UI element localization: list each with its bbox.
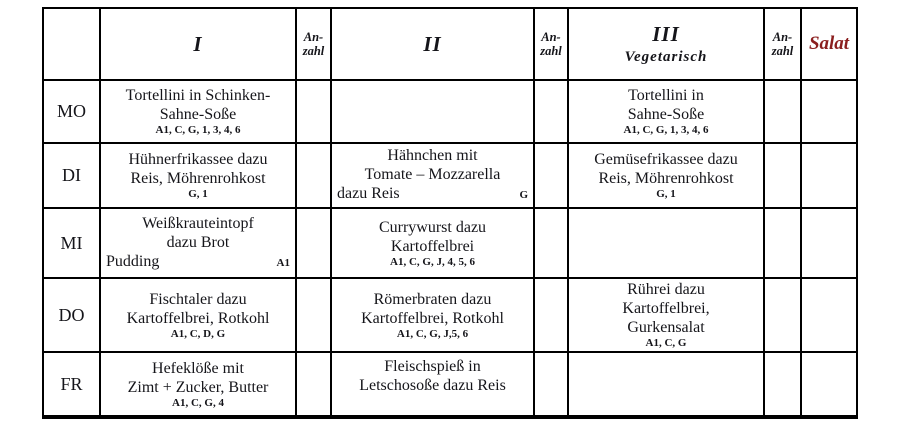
meal-line: Tomate – Mozzarella <box>364 166 501 183</box>
anzahl-cell <box>534 278 568 352</box>
allergen-line: A1, C, G <box>645 337 687 349</box>
meal-line <box>335 184 530 205</box>
meal-cell <box>331 208 534 278</box>
meal-line: dazu Brot <box>166 233 230 251</box>
column-header-menu-2 <box>331 8 534 80</box>
meal-line: Rührei dazu <box>627 281 705 298</box>
meal-line: Zimt + Zucker, Butter <box>127 378 269 396</box>
meal-line: Tortellini in Schinken- <box>125 87 271 104</box>
allergen-line: G, 1 <box>656 188 676 200</box>
menu-2-label: II <box>423 31 442 56</box>
meal-line: Gemüsefrikassee dazu <box>594 151 738 168</box>
meal-cell <box>568 80 764 143</box>
table-row <box>43 352 857 417</box>
meal-cell <box>100 80 296 143</box>
anzahl-cell <box>534 80 568 143</box>
table-row <box>43 80 857 143</box>
weekly-menu-table <box>42 7 858 419</box>
meal-line: Fleischspieß in <box>384 358 481 375</box>
day-column-header <box>43 8 100 80</box>
anzahl-label-line2: zahl <box>771 44 794 58</box>
meal-line: Hähnchen mit <box>387 147 478 164</box>
meal-line: Gurkensalat <box>627 319 705 336</box>
salat-cell <box>801 143 857 208</box>
day-label: MI <box>43 208 100 278</box>
anzahl-cell <box>296 278 331 352</box>
salat-cell <box>801 352 857 417</box>
anzahl-cell <box>764 278 801 352</box>
meal-cell <box>568 208 764 278</box>
anzahl-cell <box>534 143 568 208</box>
allergen-line: A1, C, D, G <box>170 327 226 340</box>
allergen-code: G <box>519 189 528 201</box>
meal-cell <box>568 278 764 352</box>
table-row <box>43 278 857 352</box>
meal-cell <box>100 352 296 417</box>
meal-line: Reis, Möhrenrohkost <box>598 170 734 187</box>
column-header-anzahl-2 <box>534 8 568 80</box>
meal-cell <box>568 143 764 208</box>
anzahl-label-line1: An- <box>772 29 793 44</box>
allergen-line: A1, C, G, J, 4, 5, 6 <box>390 255 475 268</box>
meal-cell <box>331 352 534 417</box>
meal-cell <box>100 208 296 278</box>
column-header-anzahl-1 <box>296 8 331 80</box>
table-row <box>43 208 857 278</box>
anzahl-cell <box>764 80 801 143</box>
meal-cell <box>331 278 534 352</box>
anzahl-label-line1: An- <box>541 29 561 44</box>
anzahl-cell <box>296 208 331 278</box>
salat-cell <box>801 278 857 352</box>
anzahl-label-line1: An- <box>303 29 324 44</box>
anzahl-cell <box>764 208 801 278</box>
meal-line: Tortellini in <box>628 87 704 104</box>
day-label: DO <box>43 278 100 352</box>
meal-cell <box>568 352 764 417</box>
column-header-menu-1 <box>100 8 296 80</box>
anzahl-label-line2: zahl <box>540 44 562 58</box>
table-row <box>43 143 857 208</box>
meal-line: Kartoffelbrei, Rotkohl <box>126 309 270 327</box>
meal-line: Kartoffelbrei <box>390 237 475 255</box>
column-header-salat <box>801 8 857 80</box>
day-label: MO <box>43 80 100 143</box>
menu-table-body <box>43 80 857 417</box>
meal-line: Letschosoße dazu Reis <box>359 377 506 394</box>
menu-3-label: III <box>652 22 680 46</box>
meal-line: Hefeklöße mit <box>152 359 244 377</box>
day-label: DI <box>43 143 100 208</box>
meal-line: dazu Reis <box>337 185 400 202</box>
anzahl-cell <box>296 80 331 143</box>
anzahl-cell <box>764 352 801 417</box>
allergen-line: A1, C, G, J,5, 6 <box>396 327 469 340</box>
column-header-menu-3-vegetarisch <box>568 8 764 80</box>
anzahl-cell <box>534 352 568 417</box>
allergen-line: G, 1 <box>188 188 208 200</box>
salat-cell <box>801 208 857 278</box>
meal-line: Hühnerfrikassee dazu <box>128 151 268 168</box>
anzahl-cell <box>534 208 568 278</box>
anzahl-cell <box>296 352 331 417</box>
menu-1-label: I <box>193 31 203 56</box>
anzahl-cell <box>764 143 801 208</box>
column-header-anzahl-3 <box>764 8 801 80</box>
meal-line: Sahne-Soße <box>627 106 705 123</box>
allergen-code: A1 <box>276 256 290 269</box>
day-label: FR <box>43 352 100 417</box>
meal-line: Sahne-Soße <box>159 106 237 123</box>
salat-label: Salat <box>808 33 850 54</box>
meal-line: Pudding <box>106 252 160 270</box>
meal-cell <box>100 143 296 208</box>
meal-cell <box>331 143 534 208</box>
meal-line: Römerbraten dazu <box>373 290 492 308</box>
meal-line: Reis, Möhrenrohkost <box>130 170 266 187</box>
meal-line: Kartoffelbrei, Rotkohl <box>361 309 504 327</box>
allergen-line: A1, C, G, 4 <box>172 396 224 409</box>
meal-cell <box>331 80 534 143</box>
allergen-line: A1, C, G, 1, 3, 4, 6 <box>155 124 241 136</box>
header-row <box>43 8 857 80</box>
anzahl-cell <box>296 143 331 208</box>
salat-cell <box>801 80 857 143</box>
meal-line: Currywurst dazu <box>378 218 487 236</box>
meal-cell <box>100 278 296 352</box>
allergen-line: A1, C, G, 1, 3, 4, 6 <box>623 124 709 136</box>
meal-line <box>104 252 292 273</box>
meal-line: Weißkrauteintopf <box>142 214 254 232</box>
meal-line: Fischtaler dazu <box>149 290 247 308</box>
meal-line: Kartoffelbrei, <box>622 300 710 317</box>
anzahl-label-line2: zahl <box>302 44 325 58</box>
vegetarisch-label: Vegetarisch <box>624 49 708 65</box>
